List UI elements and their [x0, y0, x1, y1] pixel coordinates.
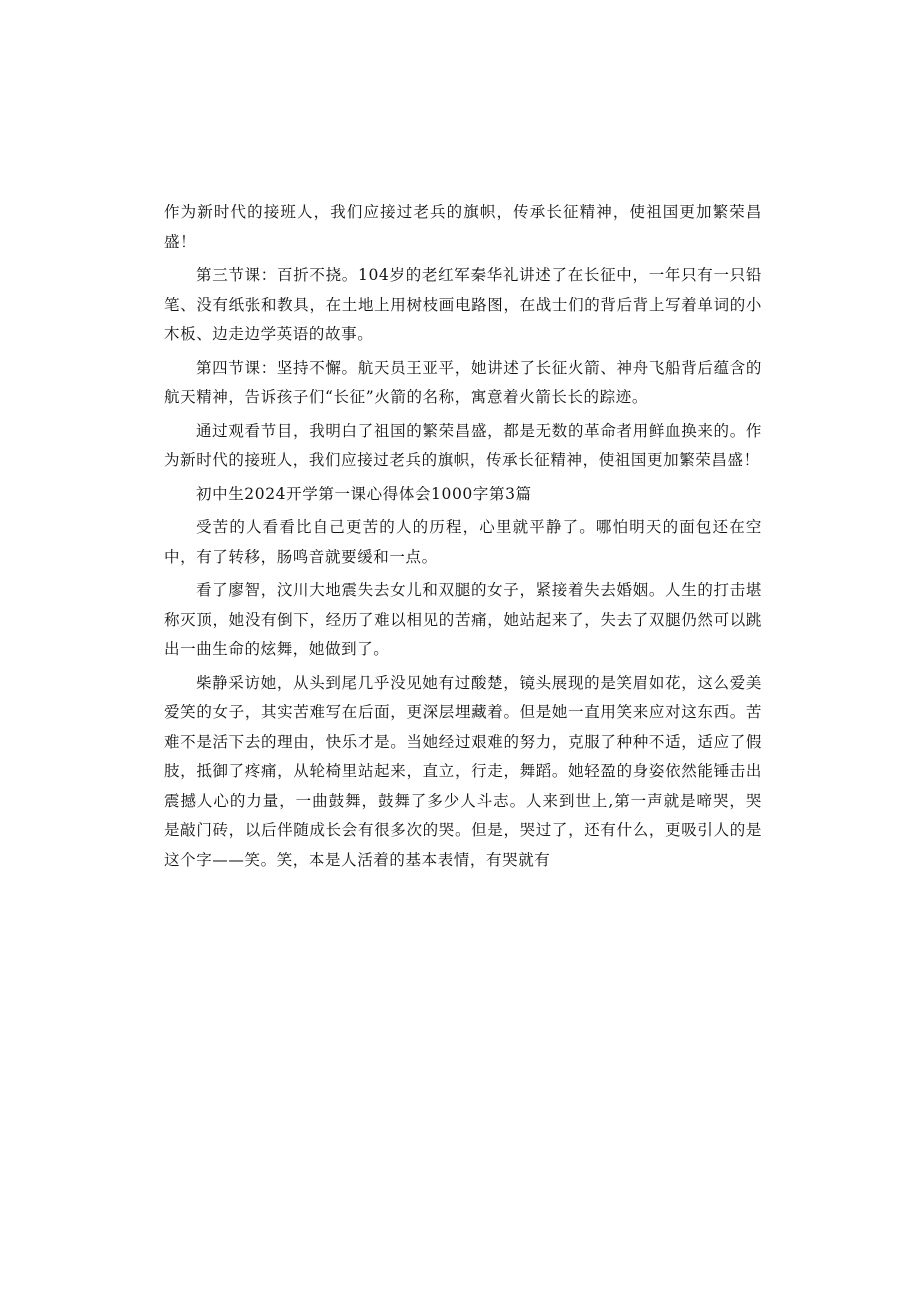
paragraph-4: 通过观看节目，我明白了祖国的繁荣昌盛，都是无数的革命者用鲜血换来的。作为新时代的接班人，我们应接过老兵的旗帜，传承长征精神，使祖国更加繁荣昌盛！ — [164, 421, 762, 469]
paragraph-1: 作为新时代的接班人，我们应接过老兵的旗帜，传承长征精神，使祖国更加繁荣昌盛！ — [164, 203, 762, 251]
paragraph-2: 第三节课：百折不挠。104岁的老红军秦华礼讲述了在长征中，一年只有一只铅笔、没有纸张和教具，在土地上用树枝画电路图，在战士们的背后背上写着单词的小木板、边走边学英语的故事。 — [164, 266, 762, 343]
paragraph-3: 第四节课：坚持不懈。航天员王亚平，她讲述了长征火箭、神舟飞船背后蕴含的航天精神，告诉孩子们“长征”火箭的名称，寓意着火箭长长的踪迹。 — [164, 358, 762, 406]
paragraph-6: 看了廖智，汶川大地震失去女儿和双腿的女子，紧接着失去婚姻。人生的打击堪称灭顶，她没有倒下，经历了难以相见的苦痛，她站起来了，失去了双腿仍然可以跳出一曲生命的炫舞，她做到了。 — [164, 581, 762, 658]
paragraph-5: 受苦的人看看比自己更苦的人的历程，心里就平静了。哪怕明天的面包还在空中，有了转移，肠鸣音就要缓和一点。 — [164, 518, 762, 566]
section-title: 初中生2024开学第一课心得体会1000字第3篇 — [196, 484, 532, 503]
paragraph-7: 柴静采访她，从头到尾几乎没见她有过酸楚，镜头展现的是笑眉如花，这么爱美爱笑的女子，其实苦难写在后面，更深层埋藏着。但是她一直用笑来应对这东西。苦难不是活下去的理由，快乐才是。当她经过艰难的努力，克服了种种不适，适应了假肢，抵御了疼痛，从轮椅里站起来，直立，行走，舞蹈。她轻盈的身姿依然能锤击出震撼人心的力量，一曲鼓舞，鼓舞了多少人斗志。人来到世上,第一声就是啼哭，哭是敲门砖，以后伴随成长会有很多次的哭。但是，哭过了，还有什么，更吸引人的是这个字——笑。笑，本是人活着的基本表情，有哭就有 — [164, 673, 762, 869]
document-body — [164, 198, 762, 879]
